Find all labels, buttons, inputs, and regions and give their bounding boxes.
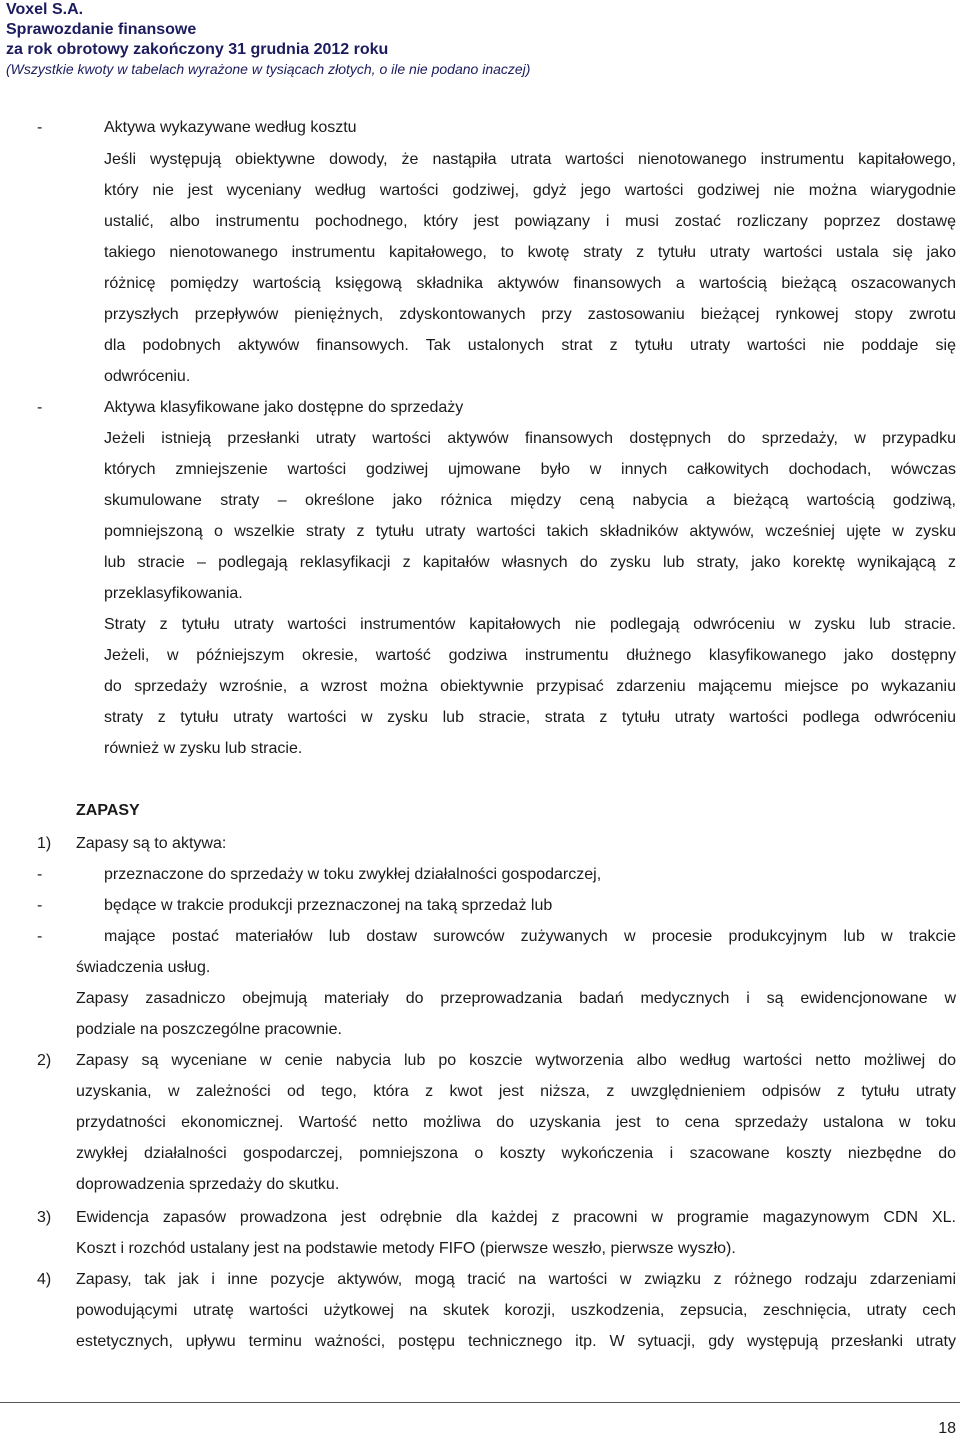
dash-marker: - (37, 119, 43, 136)
paragraph-line: Jeżeli, w późniejszym okresie, wartość godziwa instrumentu dłużnego klasyfikowanego jako dostępny (104, 647, 956, 664)
paragraph-line: przeklasyfikowania. (104, 585, 243, 602)
item-number: 3) (37, 1209, 52, 1226)
paragraph-line: lub stracie – podlegają reklasyfikacji z kapitałów własnych do zysku lub straty, jako korektę wynikającą z (104, 554, 956, 571)
paragraph-line: doprowadzenia sprzedaży do skutku. (76, 1176, 340, 1193)
section-title-cost-assets: Aktywa wykazywane według kosztu (104, 119, 357, 136)
company-name: Voxel S.A. (6, 1, 84, 18)
paragraph-line: Zapasy są wyceniane w cenie nabycia lub po koszcie wytworzenia albo według wartości netto możliwej do (76, 1052, 956, 1069)
paragraph-line: Zapasy zasadniczo obejmują materiały do przeprowadzania badań medycznych i są ewidencjonowane w (76, 990, 956, 1007)
paragraph-line: Ewidencja zapasów prowadzona jest odrębnie dla każdej z pracowni w programie magazynowym CDN XL. (76, 1209, 956, 1226)
item-number: 1) (37, 835, 52, 852)
paragraph-line: przyszłych przepływów pieniężnych, zdyskontowanych przy zastosowaniu bieżącej rynkowej stopy zwrotu (104, 306, 956, 323)
paragraph-line: różnicę pomiędzy wartością księgową składnika aktywów finansowych a wartością bieżącą oszacowanych (104, 275, 956, 292)
bullet-text: mające postać materiałów lub dostaw surowców zużywanych w procesie produkcyjnym lub w trakcie (104, 928, 956, 945)
dash-marker: - (37, 897, 43, 914)
paragraph-line: Straty z tytułu utraty wartości instrumentów kapitałowych nie podlegają odwróceniu w zysku lub stracie. (104, 616, 956, 633)
paragraph-line: Zapasy, tak jak i inne pozycje aktywów, mogą tracić na wartości w związku z różnego rodzaju zdarzeniami (76, 1271, 956, 1288)
item-text: Zapasy są to aktywa: (76, 835, 227, 852)
paragraph-line: Koszt i rozchód ustalany jest na podstawie metody FIFO (pierwsze weszło, pierwsze wyszło). (76, 1240, 736, 1257)
paragraph-line: odwróceniu. (104, 368, 191, 385)
paragraph-line: takiego nienotowanego instrumentu kapitałowego, to kwotę straty z tytułu utraty wartości ustala się jako (104, 244, 956, 261)
paragraph-line: podziale na poszczególne pracownie. (76, 1021, 342, 1038)
paragraph-line: powodującymi utratę wartości użytkowej na skutek korozji, uszkodzenia, zepsucia, zeschnięcia, utraty cech (76, 1302, 956, 1319)
bullet-text: przeznaczone do sprzedaży w toku zwykłej działalności gospodarczej, (104, 866, 602, 883)
section-title-afs-assets: Aktywa klasyfikowane jako dostępne do sprzedaży (104, 399, 464, 416)
dash-marker: - (37, 399, 43, 416)
section-heading-zapasy: ZAPASY (76, 802, 140, 819)
paragraph-line: straty z tytułu utraty wartości w zysku lub stracie, strata z tytułu utraty wartości podlega odwróceniu (104, 709, 956, 726)
paragraph-line: ustalić, albo instrumentu pochodnego, który jest powiązany i musi zostać rozliczany poprzez dostawę (104, 213, 956, 230)
paragraph-line: Jeżeli istnieją przesłanki utraty wartości aktywów finansowych dostępnych do sprzedaży, w przypadku (104, 430, 956, 447)
paragraph-line: Jeśli występują obiektywne dowody, że nastąpiła utrata wartości nienotowanego instrumentu kapitałowego, (104, 151, 956, 168)
paragraph-line: pomniejszoną o wszelkie straty z tytułu utraty wartości takich składników aktywów, wcześniej ujęte w zysku (104, 523, 956, 540)
dash-marker: - (37, 866, 43, 883)
dash-marker: - (37, 928, 43, 945)
footer-divider (0, 1402, 960, 1403)
report-title: Sprawozdanie finansowe (6, 21, 197, 38)
paragraph-line: skumulowane straty – określone jako różnica między ceną nabycia a bieżącą wartością godziwą, (104, 492, 956, 509)
paragraph-line: estetycznych, upływu terminu ważności, postępu technicznego itp. W sytuacji, gdy występują przesłanki utraty (76, 1333, 956, 1350)
document-header (6, 0, 530, 78)
report-period: za rok obrotowy zakończony 31 grudnia 2012 roku (6, 41, 389, 58)
bullet-text: będące w trakcie produkcji przeznaczonej na taką sprzedaż lub (104, 897, 553, 914)
paragraph-line: dla podobnych aktywów finansowych. Tak ustalonych strat z tytułu utraty wartości nie poddaje się (104, 337, 956, 354)
paragraph-line: których zmniejszenie wartości godziwej ujmowane było w innych całkowitych dochodach, wówczas (104, 461, 956, 478)
paragraph-line: przydatności ekonomicznej. Wartość netto możliwa do uzyskania jest to cena sprzedaży ustalona w toku (76, 1114, 956, 1131)
item-number: 2) (37, 1052, 52, 1069)
paragraph-line: również w zysku lub stracie. (104, 740, 303, 757)
paragraph-line: uzyskania, w zależności od tego, która z kwot jest niższa, z uwzględnieniem odpisów z tytułu utraty (76, 1083, 956, 1100)
bullet-continuation: świadczenia usług. (76, 959, 211, 976)
amounts-note: (Wszystkie kwoty w tabelach wyrażone w tysiącach złotych, o ile nie podano inaczej) (6, 61, 531, 77)
paragraph-line: zwykłej działalności gospodarczej, pomniejszona o koszty wykończenia i szacowane koszty niezbędne do (76, 1145, 956, 1162)
page-number: 18 (938, 1420, 956, 1437)
paragraph-line: który nie jest wyceniany według wartości godziwej, gdyż jego wartości godziwej nie można wiarygodnie (104, 182, 956, 199)
item-number: 4) (37, 1271, 52, 1288)
paragraph-line: do sprzedaży wzrośnie, a wzrost można obiektywnie przypisać zdarzeniu mającemu miejsce po wykazaniu (104, 678, 956, 695)
